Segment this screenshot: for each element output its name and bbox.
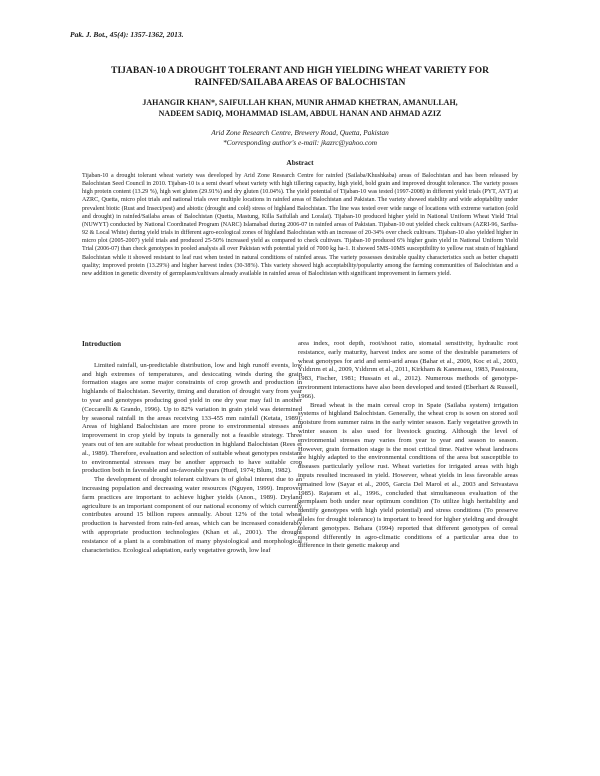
paper-title: TIJABAN-10 A DROUGHT TOLERANT AND HIGH YIELDING WHEAT VARIETY FOR RAINFED/SAILABA AREAS OF BALOCHISTAN xyxy=(110,65,490,88)
intro-paragraph: The development of drought tolerant cultivars is of global interest due to an increasing population and decreasing water resources (Nguyen, 1999). Improved farm practices are important to achieve higher yields (Anon., 1989). Dryland agriculture is an important component of our national economy of which currently contributes around 15 billion rupees annually. About 12% of the total wheat production is harvested from rain-fed areas, which can be increased considerably with appropriate production technologies (Khan et al., 2001). The drought resistance of a plant is a combination of many physiological and morphological characteristics. Ecological adaptation, early vegetative growth, low leaf xyxy=(82,476,302,554)
abstract-heading: Abstract xyxy=(286,158,314,167)
journal-reference: Pak. J. Bot., 45(4): 1357-1362, 2013. xyxy=(70,30,184,39)
abstract-text: Tijaban-10 a drought tolerant wheat variety was developed by Arid Zone Research Centre for rainfed (Sailaba/Khushkaba) areas of Balochistan and has been released by Balochistan Seed Council in 2010. Tijaban-10 is a semi dwarf wheat variety with high tillering capacity, high yield, bold grain and improved drought tolerance. The variety posses high protein content (13.29 %), high wet gluten (29.91%) and dry gluten (10.04%). The yield potential of Tijaban-10 was tested (1997-2008) in different yield trials (PYT, AYT) at AZRC, Quetta, micro plot trials and national trials over multiple locations in rainfed areas of Balochistan and Pakistan. The variety showed stability and wide adoptability under prevalent biotic (Rust and Insect/pest) and abiotic (drought and cold) stress of highland Balochistan. The line was tested over wide range of locations with extreme variation (cold and drought) in rainfed/Sailaba areas of Balochistan (Quetta, Mastung, Killa Saifullah and Loralai). Tijaban-10 produced higher yield in National Uniform Wheat Yield Trial (NUWYT) conducted by National Coordinated Program (NARC) Islamabad during 2006-07 in rainfed areas of Pakistan. Tijaban-10 out yielded check cultivars (AZRI-96, Sariba-92 & Local White) during yield trials in different agro-ecological zones of highland Balochistan with an increase of 20-34% over check cultivars. Tijaban-10 also yielded higher in micro plot (2005-2007) yield trials and produced 25-50% increased yield as compared to check cultivars. Tijaban-10 produced 6% higher grain yield in National Uniform Yield Trial (2006-07) than check genotypes in pooled analysis all over Pakistan with potential yield of 7000 kg ha-1. It showed 5MS-10MS susceptibility to yellow rust strain of highland Balochistan while it showed resistant to leaf rust when tested in natural conditions of rainfed areas. The variety possesses desirable quality characteristics such as better chapatti quality; improved protein (13.29%) and higher harvest index (30-38%). This variety showed high acceptability/popularity among the farming communities of Balochistan and a new addition in genetic diversity of germplasm/cultivars already available in rainfed areas of Balochistan with significant improvement in farmers yield. xyxy=(82,173,518,277)
affiliation xyxy=(70,128,530,148)
author-line-1: JAHANGIR KHAN*, SAIFULLAH KHAN, MUNIR AHMAD KHETRAN, AMANULLAH, xyxy=(142,98,458,107)
affiliation-line: Arid Zone Research Centre, Brewery Road, Quetta, Pakistan xyxy=(211,128,389,137)
introduction-heading: Introduction xyxy=(82,340,122,348)
right-column xyxy=(298,340,518,551)
intro-paragraph: area index, root depth, root/shoot ratio, stomatal sensitivity, hydraulic root resistance, early maturity, harvest index are some of the desirable parameters of wheat genotypes for arid and semi-arid areas (Bahar et al., 2009, Koc et al., 2003, Yıldırım et al., 2009, Yıldırım et al., 2011, Kirkham & Kanemasu, 1983, Passioura, 1983, Fischer, 1981; Hussain et al., 2012). Numerous methods of genotype-environment interactions have also been developed and tested (Eberhart & Russell, 1966). xyxy=(298,340,518,400)
intro-paragraph: Limited rainfall, un-predictable distribution, low and high runoff events, low and high extremes of temperatures, and desiccating winds during the grain formation stages are some major constraints of crop growth and production in highlands of Balochistan. Severity, timing and duration of drought vary from year to year and genotypes producing good yield in one dry year may fail in another (Ceccarelli & Grando, 1996). Up to 82% variation in grain yield was determined by seasonal rainfall in the areas receiving 133-455 mm rainfall (Ketata, 1989). Areas of highland Balochistan are more prone to environmental stresses and improvement in crop yield by inputs is generally not a feasible strategy. Three years out of ten are suitable for wheat production in highland Balochistan (Rees et al., 1989). Therefore, evaluation and selection of suitable wheat genotypes resistant to environmental stresses may be another approach to have suitable crop production both in favorable and un-favorable years (Hurd, 1974; Blum, 1982). xyxy=(82,361,302,475)
author-list xyxy=(70,97,530,119)
author-line-2: NADEEM SADIQ, MOHAMMAD ISLAM, ABDUL HANAN AND AHMAD AZIZ xyxy=(158,109,442,118)
corresponding-author: *Corresponding author's e-mail: jkazrc@yahoo.com xyxy=(222,138,378,147)
left-column xyxy=(82,340,302,555)
intro-paragraph: Bread wheat is the main cereal crop in Spate (Sailaba system) irrigation systems of highland Balochistan. Generally, the wheat crop is sown on stored soil moisture from summer rains in the early winter season. Early vegetative growth in winter season is also used for livestock grazing. Although the level of environmental stresses may varies from year to year and season to season. However, grain formation stage is the most critical time. Native wheat landraces are highly adapted to the environmental conditions of the area but susceptible to diseases particularly yellow rust. Wheat varieties for irrigated areas with high inputs resulted increased in yield. However, wheat yields in less favorable areas remained low (Sayar et al., 2005, Garcia Del Marol et al., 2003 and Srivastava 1985). Rajaram et al., 1996., concluded that simultaneous evaluation of the germplasm both under near optimum condition (To utilize high heritability and identify genotypes with high yield potential) and stress conditions (To preserve alleles for drought tolerance) is important to breed for higher yielding and drought tolerant genotypes. Behara (1994) reported that different genotypes of cereal respond differently in agro-climatic conditions of a particular area due to difference in their genetic makeup and xyxy=(298,401,518,550)
